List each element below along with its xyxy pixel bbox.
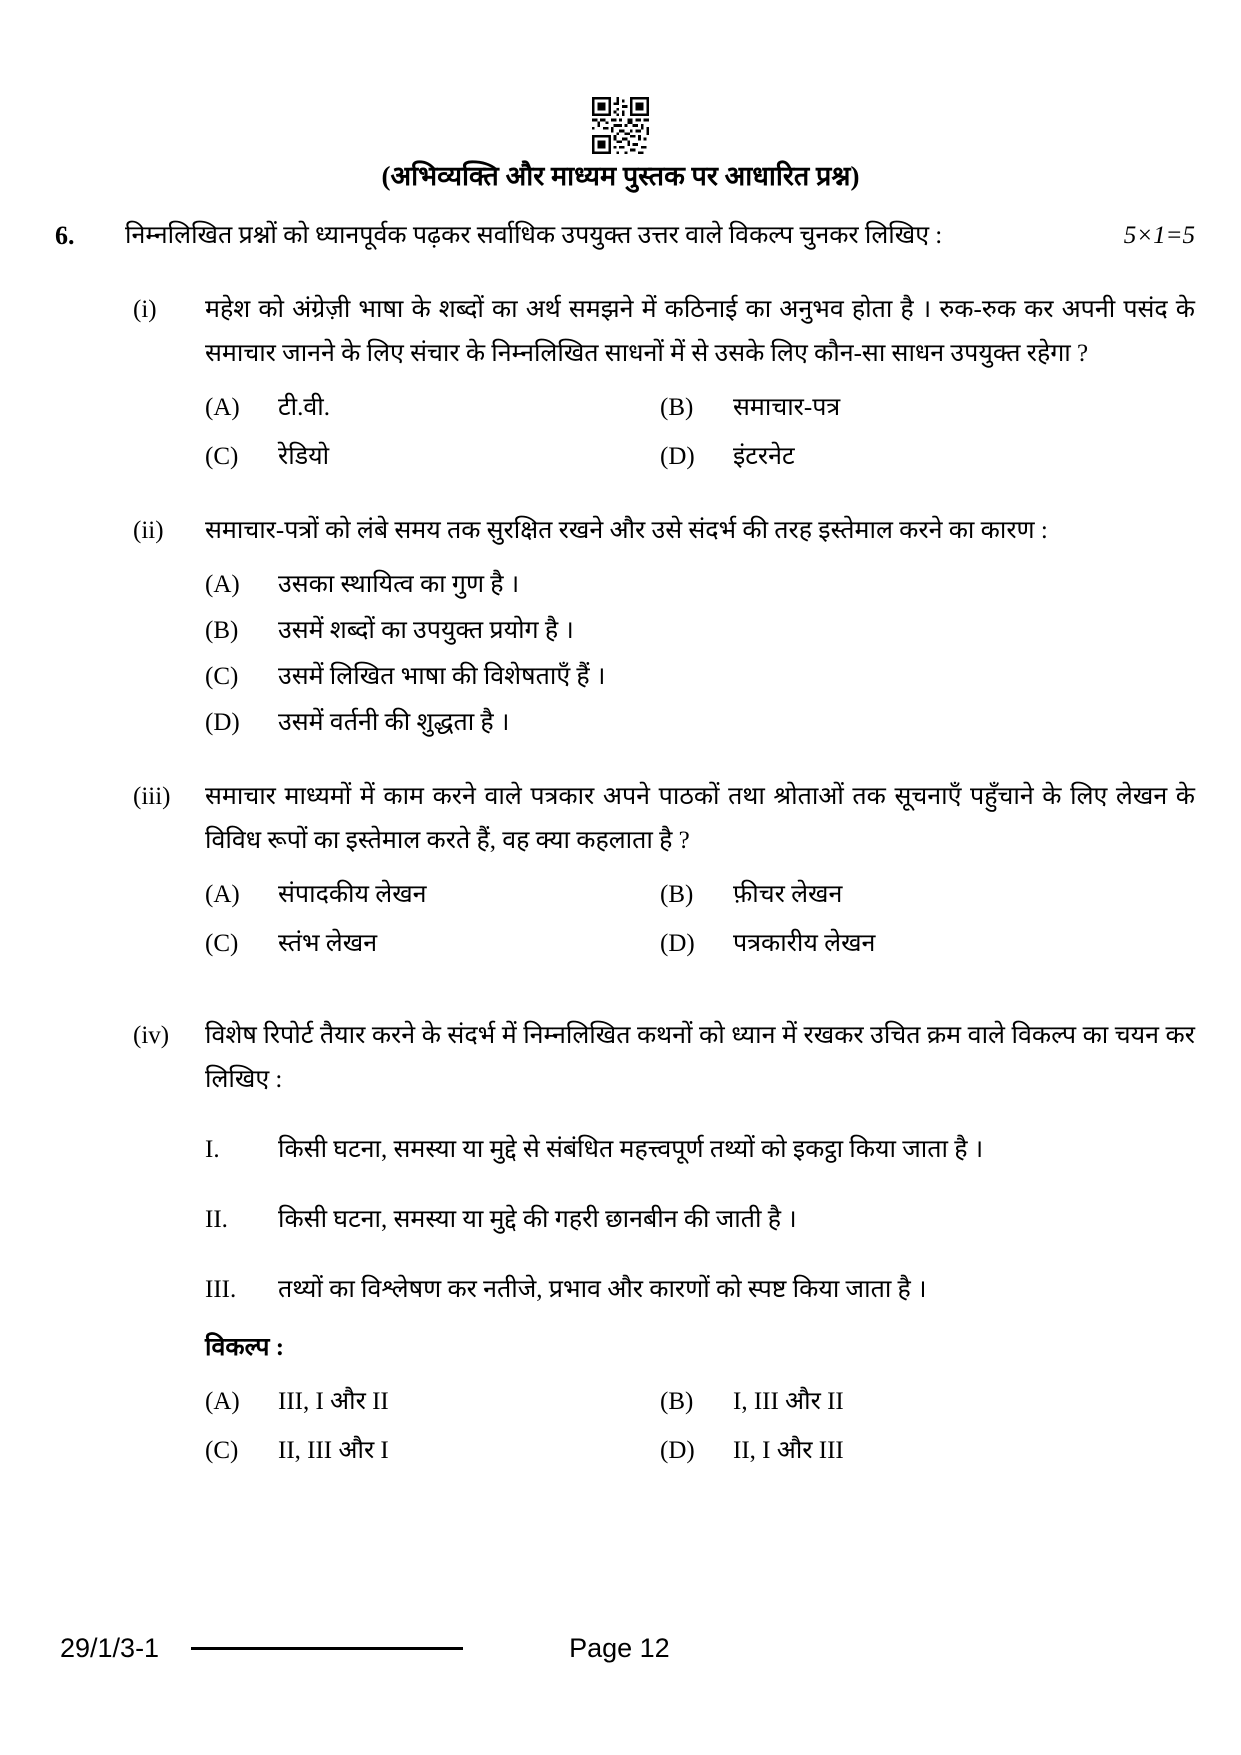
option-label: (D) bbox=[660, 443, 695, 470]
question-intro: निम्नलिखित प्रश्नों को ध्यानपूर्वक पढ़कर सर्वाधिक उपयुक्त उत्तर वाले विकल्प चुनकर लिखिए : bbox=[125, 222, 943, 249]
option-i-a bbox=[205, 386, 660, 430]
paper-code: 29/1/3-1 bbox=[60, 1633, 160, 1663]
option-label: (D) bbox=[660, 930, 695, 957]
page-number-label: Page 12 bbox=[569, 1633, 670, 1663]
question-6 bbox=[48, 214, 1195, 258]
option-i-b bbox=[660, 386, 1195, 430]
option-iv-d bbox=[660, 1429, 1195, 1473]
option-label: (A) bbox=[205, 881, 240, 908]
option-iv-a bbox=[205, 1380, 660, 1424]
section-heading: (अभिव्यक्ति और माध्यम पुस्तक पर आधारित प्रश्न) bbox=[381, 161, 860, 191]
option-iii-a bbox=[205, 873, 660, 917]
option-label: (A) bbox=[205, 571, 240, 598]
option-label: (A) bbox=[205, 394, 240, 421]
subquestion-iv bbox=[48, 1014, 1195, 1473]
option-text: III, I और II bbox=[278, 1388, 389, 1415]
statement-text: तथ्यों का विश्लेषण कर नतीजे, प्रभाव और कारणों को स्पष्ट किया जाता है । bbox=[278, 1276, 927, 1303]
question-marks: 5×1=5 bbox=[1123, 222, 1195, 249]
option-text: उसका स्थायित्व का गुण है । bbox=[278, 571, 520, 598]
option-ii-d bbox=[205, 701, 1195, 745]
option-ii-b bbox=[205, 609, 1195, 653]
statement-label: III. bbox=[205, 1276, 237, 1303]
subquestion-i-label: (i) bbox=[133, 296, 157, 323]
statement-text: किसी घटना, समस्या या मुद्दे से संबंधित महत्त्वपूर्ण तथ्यों को इकट्ठा किया जाता है । bbox=[278, 1136, 984, 1163]
statement-text: किसी घटना, समस्या या मुद्दे की गहरी छानबीन की जाती है । bbox=[278, 1206, 797, 1233]
options-heading: विकल्प : bbox=[205, 1334, 285, 1361]
option-i-d bbox=[660, 435, 1195, 479]
subquestion-iii-label: (iii) bbox=[133, 783, 171, 810]
subquestion-i bbox=[48, 288, 1195, 479]
question-number: 6. bbox=[55, 221, 75, 250]
subquestion-iv-text: विशेष रिपोर्ट तैयार करने के संदर्भ में निम्नलिखित कथनों को ध्यान में रखकर उचित क्रम वाले विकल्प का चयन कर लिखिए : bbox=[205, 1022, 1195, 1093]
subquestion-i-text: महेश को अंग्रेज़ी भाषा के शब्दों का अर्थ समझने में कठिनाई का अनुभव होता है । रुक-रुक कर अपनी पसंद के समाचार जानने के लिए संचार के निम्नलिखित साधनों में से उसके लिए कौन-सा साधन उपयुक्त रहेगा ? bbox=[205, 296, 1195, 367]
option-iv-b bbox=[660, 1380, 1195, 1424]
statement-label: II. bbox=[205, 1206, 228, 1233]
option-text: उसमें लिखित भाषा की विशेषताएँ हैं । bbox=[278, 663, 606, 690]
option-label: (D) bbox=[660, 1437, 695, 1464]
option-label: (B) bbox=[660, 881, 694, 908]
subquestion-iv-label: (iv) bbox=[133, 1022, 170, 1049]
option-text: उसमें शब्दों का उपयुक्त प्रयोग है । bbox=[278, 617, 574, 644]
subquestion-ii bbox=[48, 509, 1195, 745]
subquestion-ii-text: समाचार-पत्रों को लंबे समय तक सुरक्षित रखने और उसे संदर्भ की तरह इस्तेमाल करने का कारण : bbox=[205, 517, 1048, 544]
option-text: समाचार-पत्र bbox=[733, 394, 841, 421]
qr-code-icon bbox=[592, 97, 649, 154]
option-iii-b bbox=[660, 873, 1195, 917]
option-text: स्तंभ लेखन bbox=[278, 930, 378, 957]
option-ii-a bbox=[205, 563, 1195, 607]
subquestion-iv-options bbox=[205, 1380, 1195, 1473]
subquestion-iii bbox=[48, 775, 1195, 966]
option-iii-d bbox=[660, 922, 1195, 966]
option-text: संपादकीय लेखन bbox=[278, 881, 427, 908]
option-label: (A) bbox=[205, 1388, 240, 1415]
option-text: II, I और III bbox=[733, 1437, 844, 1464]
option-iv-c bbox=[205, 1429, 660, 1473]
option-label: (B) bbox=[660, 394, 694, 421]
option-i-c bbox=[205, 435, 660, 479]
statement-1 bbox=[205, 1128, 1195, 1172]
option-label: (C) bbox=[205, 443, 239, 470]
subquestion-ii-options bbox=[205, 563, 1195, 745]
subquestion-iv-statements bbox=[205, 1128, 1195, 1312]
statement-2 bbox=[205, 1198, 1195, 1242]
footer-divider-line bbox=[191, 1647, 463, 1650]
option-text: I, III और II bbox=[733, 1388, 844, 1415]
option-text: रेडियो bbox=[278, 443, 330, 470]
subquestion-i-options bbox=[205, 386, 1195, 479]
subquestion-iii-options bbox=[205, 873, 1195, 966]
option-label: (B) bbox=[205, 617, 239, 644]
option-text: इंटरनेट bbox=[733, 443, 795, 470]
option-ii-c bbox=[205, 655, 1195, 699]
subquestion-ii-label: (ii) bbox=[133, 517, 164, 544]
option-label: (D) bbox=[205, 709, 240, 736]
option-text: उसमें वर्तनी की शुद्धता है । bbox=[278, 709, 510, 736]
option-label: (C) bbox=[205, 1437, 239, 1464]
option-text: टी.वी. bbox=[278, 394, 330, 421]
option-label: (C) bbox=[205, 930, 239, 957]
option-text: पत्रकारीय लेखन bbox=[733, 930, 876, 957]
subquestion-iii-text: समाचार माध्यमों में काम करने वाले पत्रकार अपने पाठकों तथा श्रोताओं तक सूचनाएँ पहुँचाने के लिए लेखन के विविध रूपों का इस्तेमाल करते हैं, वह क्या कहलाता है ? bbox=[205, 783, 1195, 854]
option-iii-c bbox=[205, 922, 660, 966]
question-content bbox=[0, 214, 1241, 1473]
statement-label: I. bbox=[205, 1136, 220, 1163]
option-label: (B) bbox=[660, 1388, 694, 1415]
option-label: (C) bbox=[205, 663, 239, 690]
option-text: फ़ीचर लेखन bbox=[733, 881, 843, 908]
qr-code-container bbox=[0, 0, 1241, 154]
statement-3 bbox=[205, 1268, 1195, 1312]
option-text: II, III और I bbox=[278, 1437, 389, 1464]
page-footer bbox=[0, 1632, 1241, 1664]
